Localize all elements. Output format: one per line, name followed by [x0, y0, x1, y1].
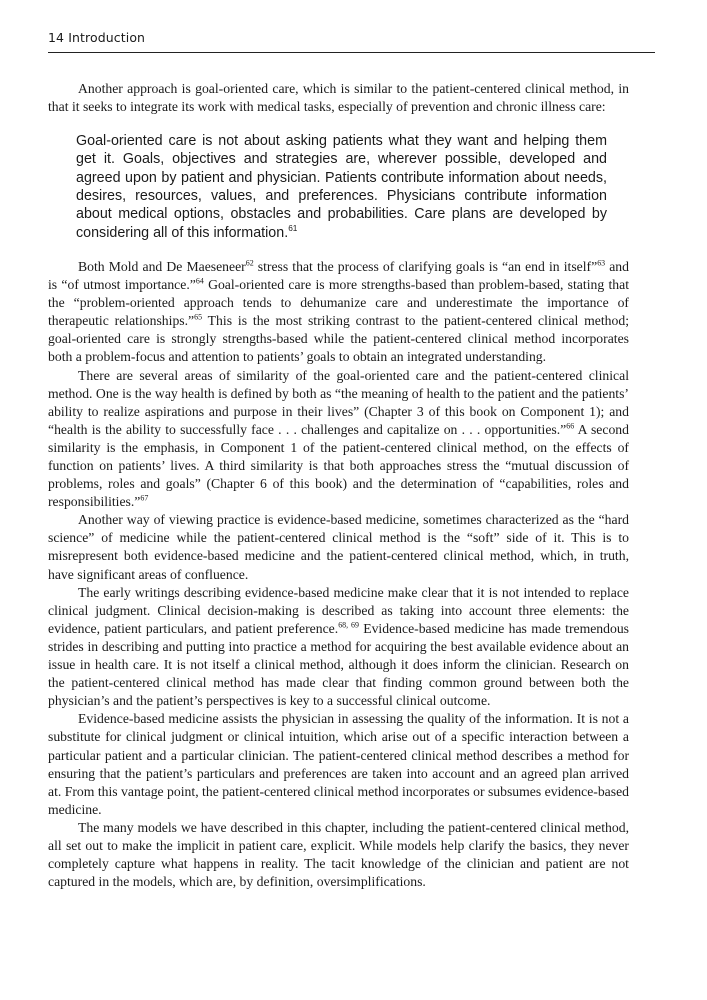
header-rule: [48, 52, 655, 53]
paragraph: Evidence-based medicine assists the physician in assessing the quality of the information. It is not a substitute for clinical judgment or clinical intuition, which arise out of a specific interaction between a particular patient and a particular clinician. The patient-centered clinical method describes a method for ensuring that the patient’s particulars and preferences are taken into account and an agreed plan arrived at. From this vantage point, the patient-centered clinical method incorporates or subsumes evidence-based medicine.: [48, 711, 629, 817]
footnote-ref: 61: [288, 222, 298, 233]
footnote-ref: 62: [245, 258, 254, 268]
footnote-ref: 68, 69: [338, 620, 359, 630]
block-quote: Goal-oriented care is not about asking patients what they want and helping them get it. Goals, objectives and strategies are, wherever possible, developed and agreed upon by patient and physician. Patients contribute information about needs, desires, resources, values, and preferences. Physicians contribute information about medical options, obstacles and probabilities. Care plans are developed by considering all of this information.$^{61}$: [76, 133, 607, 241]
paragraph: The many models we have described in this chapter, including the patient-centered clinical method, all set out to make the implicit in patient care, explicit. While models help clarify the basics, they never completely capture what happens in reality. The tacit knowledge of the clinician and patient are not captured in the models, which are, by definition, oversimplifications.: [48, 819, 629, 890]
paragraph: The early writings describing evidence-based medicine make clear that it is not intended to replace clinical judgment. Clinical decision-making is described as taking into account three elements: the evidence, patient particulars, and patient preference.$^{68, 69}$ Evidence-based medicine has made tremendous strides in describing and putting into practice a method for acquiring the best available evidence about an issue in health care. It is not itself a clinical method, although it does inform the clinician. Research on the patient-centered clinical method has made clear that finding common ground between both the physician’s and the patient’s perspectives is key to a successful clinical outcome.: [48, 584, 629, 709]
paragraph: Both Mold and De Maeseneer$^{62}$ stress that the process of clarifying goals is “an end in itself”$^{63}$ and is “of utmost importance.”$^{64}$ Goal-oriented care is more strengths-based than problem-based, stating that the “problem-oriented approach tends to dehumanize care and underestimate the importance of therapeutic relationships.”$^{65}$ This is the most striking contrast to the patient-centered clinical method; goal-oriented care is strongly strengths-based while the patient-centered clinical method incorporates both a problem-focus and attention to patients’ goals to obtain an integrated understanding.: [48, 258, 630, 365]
footnote-ref: 64: [195, 276, 204, 286]
footnote-ref: 67: [140, 493, 149, 503]
body-text: [48, 80, 629, 891]
paragraph: Another way of viewing practice is evidence-based medicine, sometimes characterized as the “hard science” of medicine while the patient-centered clinical method is the “soft” side of it. This is to misrepresent both evidence-based medicine and the patient-centered clinical method, which, in truth, have significant areas of confluence.: [48, 512, 629, 582]
running-head: [48, 30, 655, 45]
footnote-ref: 65: [194, 312, 203, 322]
page-number: 14: [48, 30, 65, 45]
paragraph: Another approach is goal-oriented care, which is similar to the patient-centered clinical method, in that it seeks to integrate its work with medical tasks, especially of prevention and chronic illness care:: [48, 81, 629, 115]
paragraph: There are several areas of similarity of the goal-oriented care and the patient-centered clinical method. One is the way health is defined by both as “the meaning of health to the patient and the patients’ ability to realize aspirations and purpose in their lives” (Chapter 3 of this book on Component 1); and “health is the ability to successfully face . . . challenges and capitalize on . . . opportunities.”$^{66}$ A second similarity is the emphasis, in Component 1 of the patient-centered clinical method, on the effects of function on patients’ lives. A third similarity is that both approaches stress the “mutual discussion of problems, roles and goals” (Chapter 6 of this book) and the determination of “capabilities, roles and responsibilities.”$^{67}$: [48, 367, 629, 510]
footnote-ref: 66: [566, 421, 575, 431]
section-title: Introduction: [68, 30, 146, 45]
footnote-ref: 63: [597, 258, 606, 268]
